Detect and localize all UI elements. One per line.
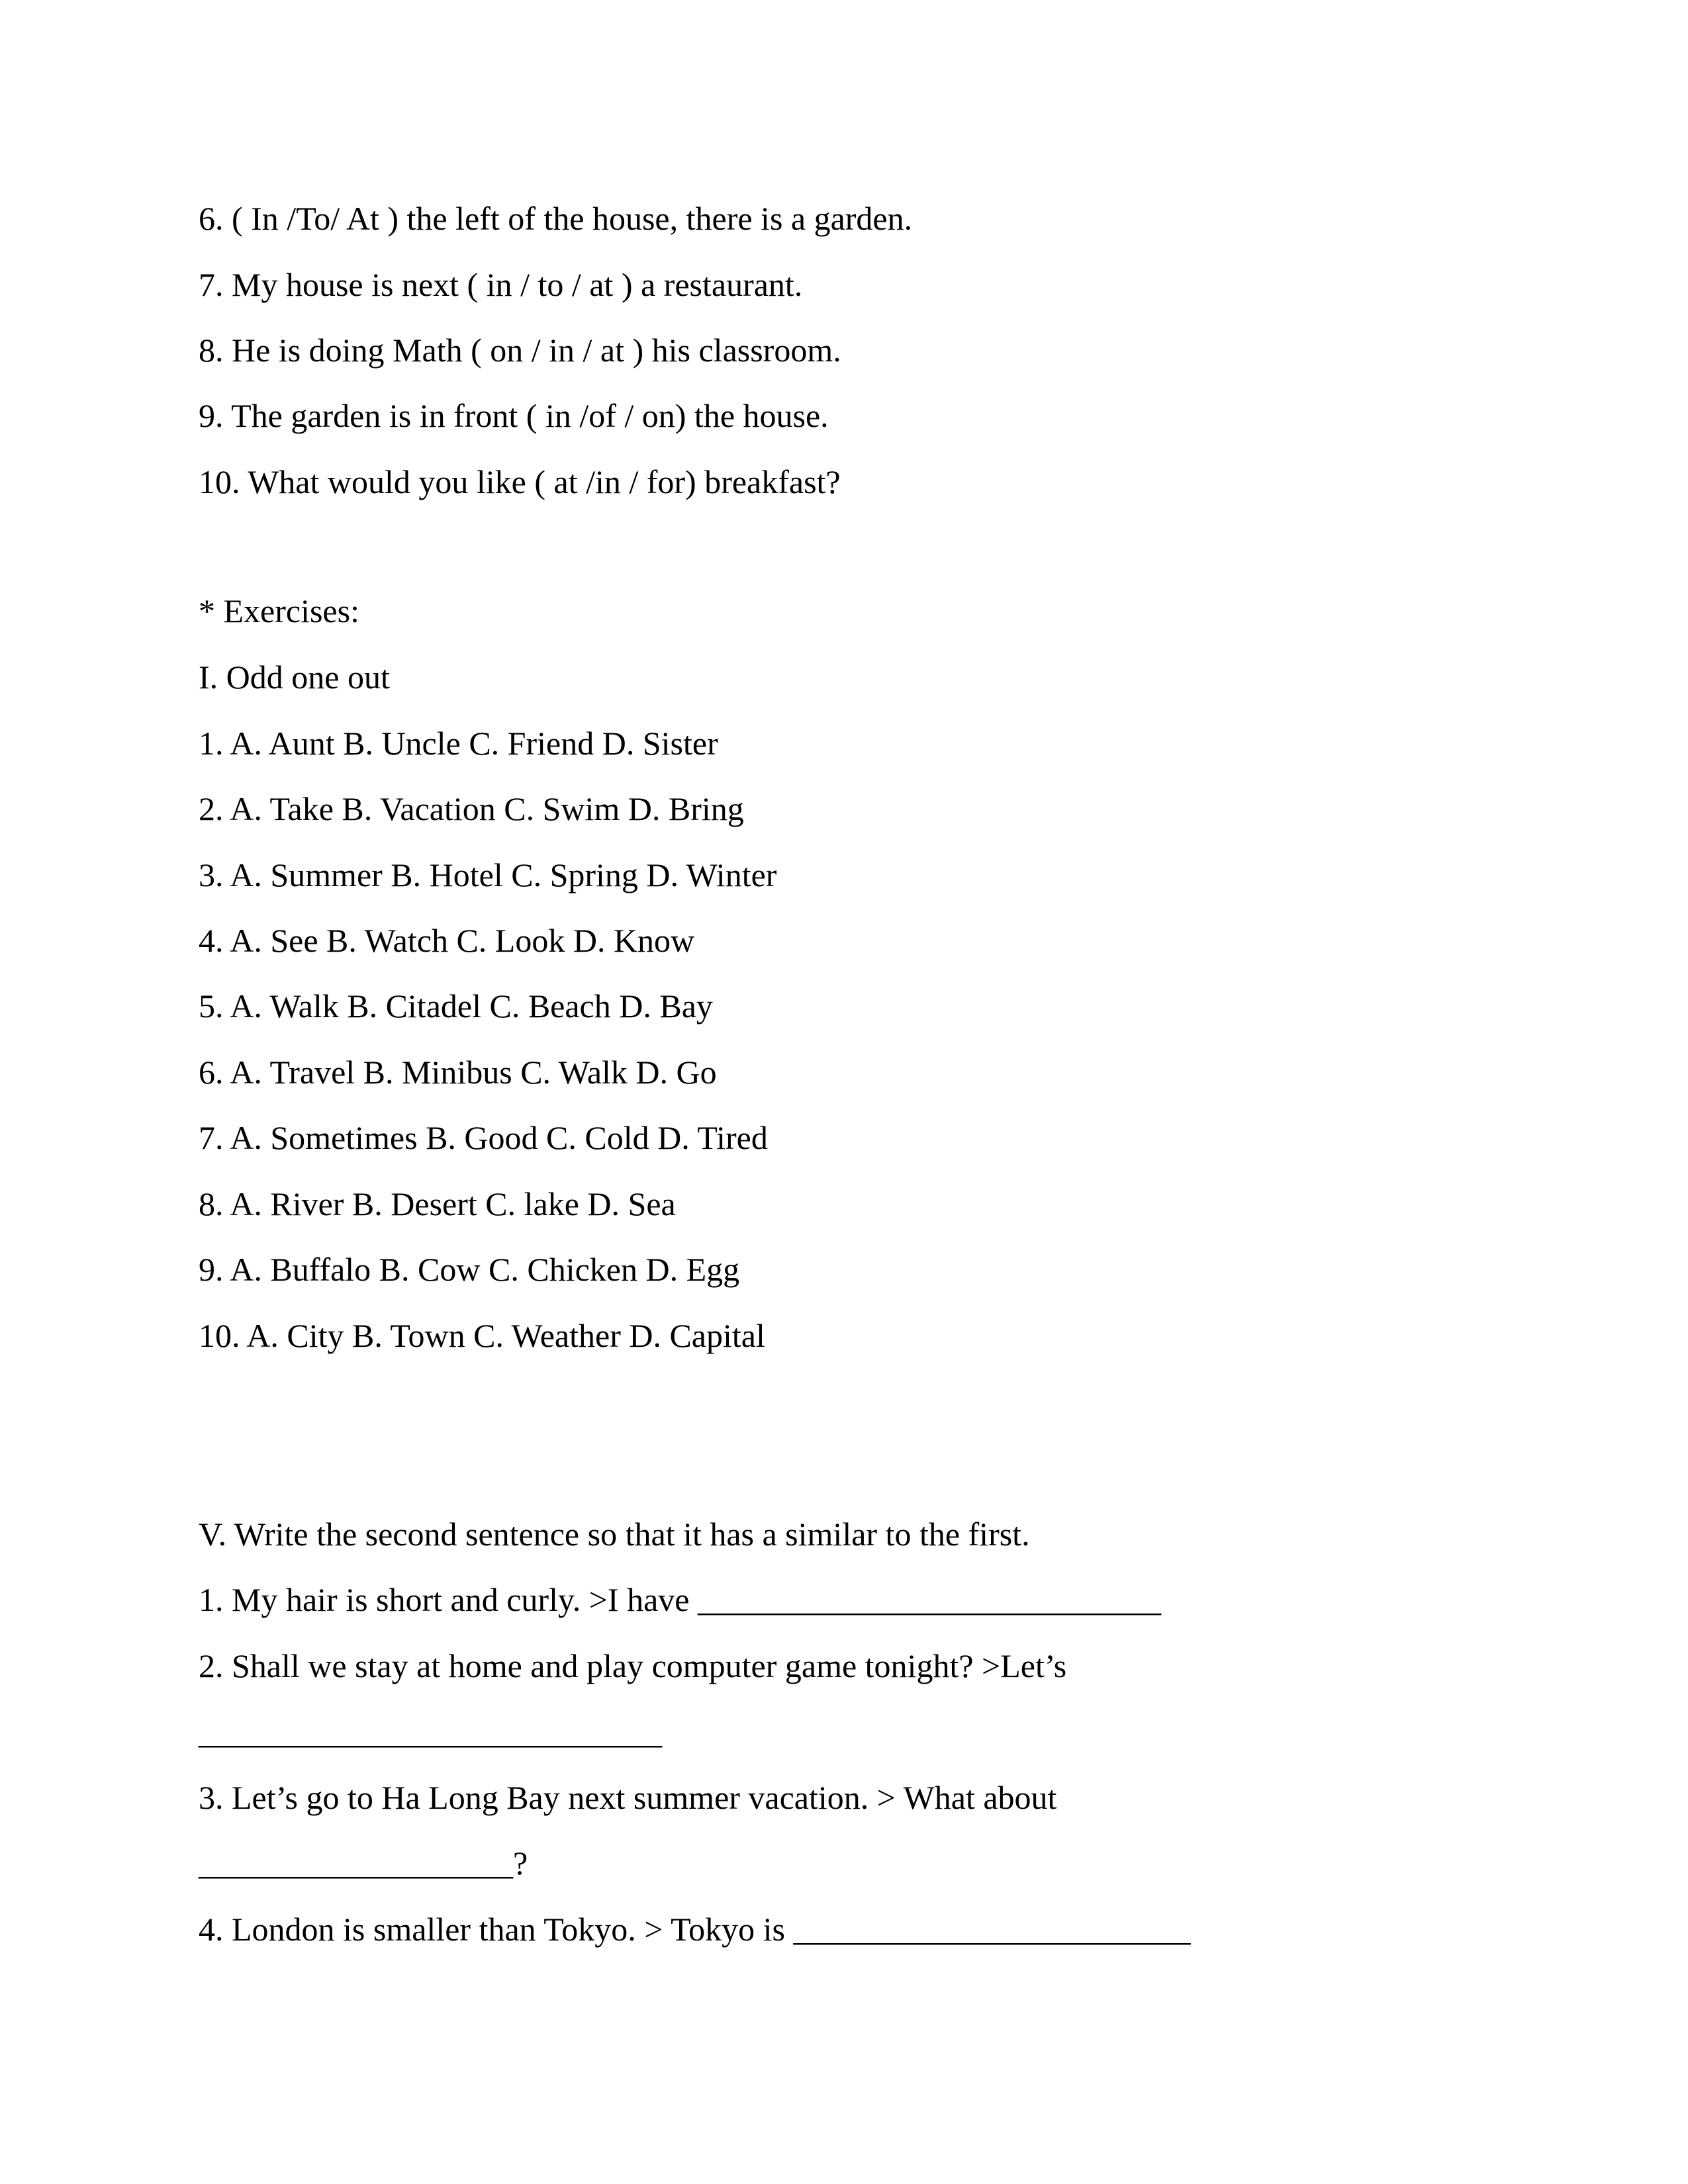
- preposition-item-6: 6. ( In /To/ At ) the left of the house, there is a garden.: [199, 200, 913, 237]
- preposition-item-10: 10. What would you like ( at /in / for) breakfast?: [199, 463, 841, 500]
- odd-one-out-item-10: 10. A. City B. Town C. Weather D. Capital: [199, 1317, 765, 1354]
- odd-one-out-title: I. Odd one out: [199, 659, 390, 696]
- odd-one-out-item-7: 7. A. Sometimes B. Good C. Cold D. Tired: [199, 1119, 768, 1156]
- odd-one-out-item-8: 8. A. River B. Desert C. lake D. Sea: [199, 1185, 676, 1222]
- odd-one-out-item-4: 4. A. See B. Watch C. Look D. Know: [199, 922, 695, 959]
- preposition-item-7: 7. My house is next ( in / to / at ) a restaurant.: [199, 266, 803, 303]
- rewrite-line-1: 1. My hair is short and curly. >I have ____________________________: [199, 1581, 1161, 1618]
- rewrite-line-4: 4. London is smaller than Tokyo. > Tokyo is ________________________: [199, 1911, 1191, 1948]
- odd-one-out-item-5: 5. A. Walk B. Citadel C. Beach D. Bay: [199, 987, 713, 1024]
- rewrite-answer-blank-2: ____________________________: [199, 1713, 662, 1751]
- rewrite-line-3: 3. Let’s go to Ha Long Bay next summer vacation. > What about: [199, 1779, 1057, 1816]
- odd-one-out-item-2: 2. A. Take B. Vacation C. Swim D. Bring: [199, 790, 744, 827]
- odd-one-out-item-3: 3. A. Summer B. Hotel C. Spring D. Winter: [199, 856, 777, 893]
- odd-one-out-item-1: 1. A. Aunt B. Uncle C. Friend D. Sister: [199, 725, 718, 762]
- exercises-heading: * Exercises:: [199, 592, 359, 629]
- rewrite-answer-blank-3: ___________________?: [199, 1844, 528, 1882]
- preposition-item-8: 8. He is doing Math ( on / in / at ) his classroom.: [199, 332, 841, 369]
- preposition-item-9: 9. The garden is in front ( in /of / on) the house.: [199, 397, 829, 434]
- odd-one-out-item-6: 6. A. Travel B. Minibus C. Walk D. Go: [199, 1054, 717, 1091]
- odd-one-out-item-9: 9. A. Buffalo B. Cow C. Chicken D. Egg: [199, 1251, 740, 1288]
- rewrite-line-2: 2. Shall we stay at home and play computer game tonight? >Let’s: [199, 1647, 1067, 1684]
- rewrite-title: V. Write the second sentence so that it has a similar to the first.: [199, 1516, 1030, 1553]
